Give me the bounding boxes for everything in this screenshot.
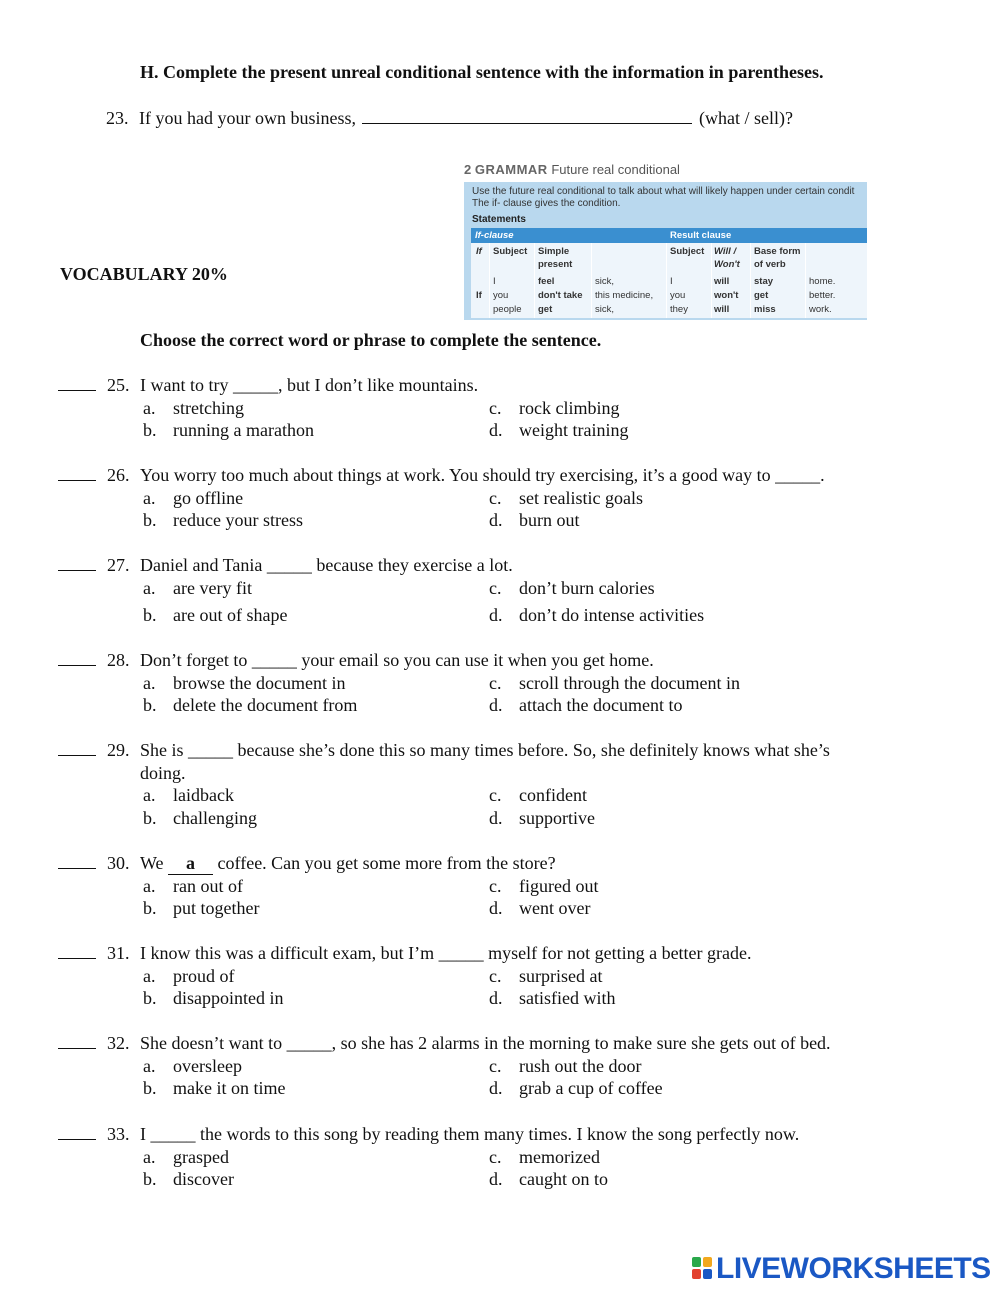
col-simple-present: Simple — [538, 246, 570, 257]
cell-subject-result: they — [670, 304, 688, 315]
option-c[interactable]: c. rush out the door — [489, 1056, 642, 1076]
answer-blank[interactable] — [58, 555, 96, 571]
option-a[interactable]: a. ran out of — [143, 876, 243, 896]
grammar-reference-image — [461, 158, 867, 320]
option-d[interactable]: d. burn out — [489, 510, 580, 530]
option-d[interactable]: d. satisfied with — [489, 988, 616, 1008]
answer-blank[interactable] — [362, 107, 692, 124]
result-clause-header: Result clause — [670, 230, 732, 241]
option-d[interactable]: d. supportive — [489, 808, 595, 828]
option-c[interactable]: c. scroll through the document in — [489, 673, 740, 693]
cell-verb: feel — [538, 276, 555, 287]
col-will: Won't — [714, 259, 740, 270]
answer-blank[interactable] — [58, 465, 96, 481]
answer-blank[interactable] — [58, 853, 96, 869]
option-a[interactable]: a. proud of — [143, 966, 235, 986]
option-d[interactable]: d. grab a cup of coffee — [489, 1078, 663, 1098]
option-d[interactable]: d. weight training — [489, 420, 629, 440]
cell-subject-result: you — [670, 290, 686, 301]
question-23 — [106, 107, 793, 129]
vocabulary-instruction: Choose the correct word or phrase to complete the sentence. — [140, 330, 602, 350]
question-stem: I want to try _____, but I don’t like mountains. — [140, 375, 479, 395]
option-c[interactable]: c. rock climbing — [489, 398, 620, 418]
cell-subject: people — [493, 304, 522, 315]
filled-answer[interactable]: a — [168, 853, 213, 875]
option-b[interactable]: b. disappointed in — [143, 988, 284, 1008]
question-stem: Don’t forget to _____ your email so you can use it when you get home. — [140, 650, 654, 670]
option-c[interactable]: c. surprised at — [489, 966, 603, 986]
option-b[interactable]: b. challenging — [143, 808, 257, 828]
grammar-title: GRAMMAR — [474, 162, 548, 177]
cell-base-verb: get — [754, 290, 769, 301]
cell-base-verb: stay — [754, 276, 774, 287]
option-d[interactable]: d. went over — [489, 898, 591, 918]
option-d[interactable]: d. caught on to — [489, 1169, 608, 1189]
option-c[interactable]: c. don’t burn calories — [489, 578, 655, 598]
if-clause-header: If-clause — [475, 230, 514, 241]
option-b[interactable]: b. reduce your stress — [143, 510, 303, 530]
question-stem: She doesn’t want to _____, so she has 2 alarms in the morning to make sure she gets out of bed. — [140, 1033, 831, 1053]
col-simple-present: present — [538, 259, 573, 270]
section-h-heading: H. Complete the present unreal conditional sentence with the information in parentheses. — [140, 62, 824, 82]
option-a[interactable]: a. grasped — [143, 1147, 229, 1167]
question-text: If you had your own business, — [139, 108, 356, 128]
cell-will: will — [714, 304, 730, 315]
option-b[interactable]: b. are out of shape — [143, 605, 288, 625]
col-subject: Subject — [493, 246, 528, 257]
option-c[interactable]: c. confident — [489, 785, 587, 805]
question-number: 28. — [58, 650, 130, 671]
grammar-description — [472, 186, 854, 210]
cell-condition: sick, — [595, 304, 614, 315]
answer-blank[interactable] — [58, 650, 96, 666]
cell-ending: better. — [809, 290, 836, 301]
option-b[interactable]: b. delete the document from — [143, 695, 358, 715]
row-if: If — [476, 290, 482, 301]
cell-will: will — [714, 276, 730, 287]
option-b[interactable]: b. discover — [143, 1169, 234, 1189]
vocabulary-title: VOCABULARY 20% — [60, 264, 228, 284]
question-number: 23. — [106, 108, 129, 128]
question-number: 29. — [58, 740, 130, 761]
question-number: 31. — [58, 943, 130, 964]
question-number: 25. — [58, 375, 130, 396]
cell-will: won't — [714, 290, 739, 301]
option-a[interactable]: a. stretching — [143, 398, 244, 418]
table-header-bar — [471, 228, 867, 243]
cell-verb: don't take — [538, 290, 583, 301]
option-a[interactable]: a. browse the document in — [143, 673, 346, 693]
option-b[interactable]: b. make it on time — [143, 1078, 286, 1098]
question-stem-continued: doing. — [140, 763, 186, 783]
col-will: Will / — [714, 246, 737, 257]
question-stem: You worry too much about things at work. You should try exercising, it’s a good way to _____. — [140, 465, 825, 485]
grammar-panel — [464, 182, 867, 320]
cell-subject: you — [493, 290, 509, 301]
cell-verb: get — [538, 304, 553, 315]
option-a[interactable]: a. laidback — [143, 785, 234, 805]
question-stem: We a coffee. Can you get some more from the store? — [140, 853, 556, 873]
answer-blank[interactable] — [58, 740, 96, 756]
cell-ending: home. — [809, 276, 836, 287]
cell-subject-result: I — [670, 276, 673, 287]
col-subject-result: Subject — [670, 246, 705, 257]
grammar-number: 2 — [464, 162, 472, 177]
option-a[interactable]: a. oversleep — [143, 1056, 242, 1076]
question-number: 30. — [58, 853, 130, 874]
cell-subject: I — [493, 276, 496, 287]
answer-blank[interactable] — [58, 1033, 96, 1049]
statements-label: Statements — [472, 214, 526, 225]
cell-condition: this medicine, — [595, 290, 654, 301]
grammar-table — [471, 228, 867, 318]
cell-base-verb: miss — [754, 304, 776, 315]
question-stem: I know this was a difficult exam, but I’m _____ myself for not getting a better grade. — [140, 943, 752, 963]
answer-blank[interactable] — [58, 1124, 96, 1140]
logo-text: LIVEWORKSHEETS — [716, 1252, 991, 1285]
col-base-form: of verb — [754, 259, 786, 270]
question-number: 32. — [58, 1033, 130, 1054]
grammar-desc-line: The if- clause gives the condition. — [472, 198, 621, 209]
question-hint: (what / sell)? — [698, 108, 793, 128]
option-b[interactable]: b. running a marathon — [143, 420, 314, 440]
option-a[interactable]: a. are very fit — [143, 578, 252, 598]
question-stem: Daniel and Tania _____ because they exercise a lot. — [140, 555, 513, 575]
grammar-desc-line: Use the future real conditional to talk about what will likely happen under certain condit — [472, 186, 855, 197]
option-c[interactable]: c. memorized — [489, 1147, 600, 1167]
question-number: 27. — [58, 555, 130, 576]
grammar-header — [464, 162, 680, 177]
question-number: 33. — [58, 1124, 130, 1145]
option-c[interactable]: c. figured out — [489, 876, 599, 896]
option-d[interactable]: d. attach the document to — [489, 695, 683, 715]
logo-icon — [692, 1257, 714, 1281]
option-c[interactable]: c. set realistic goals — [489, 488, 643, 508]
cell-ending: work. — [809, 304, 832, 315]
question-stem: I _____ the words to this song by reading them many times. I know the song perfectly now. — [140, 1124, 800, 1144]
option-d[interactable]: d. don’t do intense activities — [489, 605, 705, 625]
answer-blank[interactable] — [58, 375, 96, 391]
col-if: If — [476, 246, 482, 257]
question-stem: She is _____ because she’s done this so many times before. So, she definitely knows what she’s — [140, 740, 830, 760]
grammar-subtitle: Future real conditional — [551, 162, 680, 177]
col-base-form: Base form — [754, 246, 801, 257]
option-b[interactable]: b. put together — [143, 898, 260, 918]
question-number: 26. — [58, 465, 130, 486]
cell-condition: sick, — [595, 276, 614, 287]
answer-blank[interactable] — [58, 943, 96, 959]
option-a[interactable]: a. go offline — [143, 488, 244, 508]
